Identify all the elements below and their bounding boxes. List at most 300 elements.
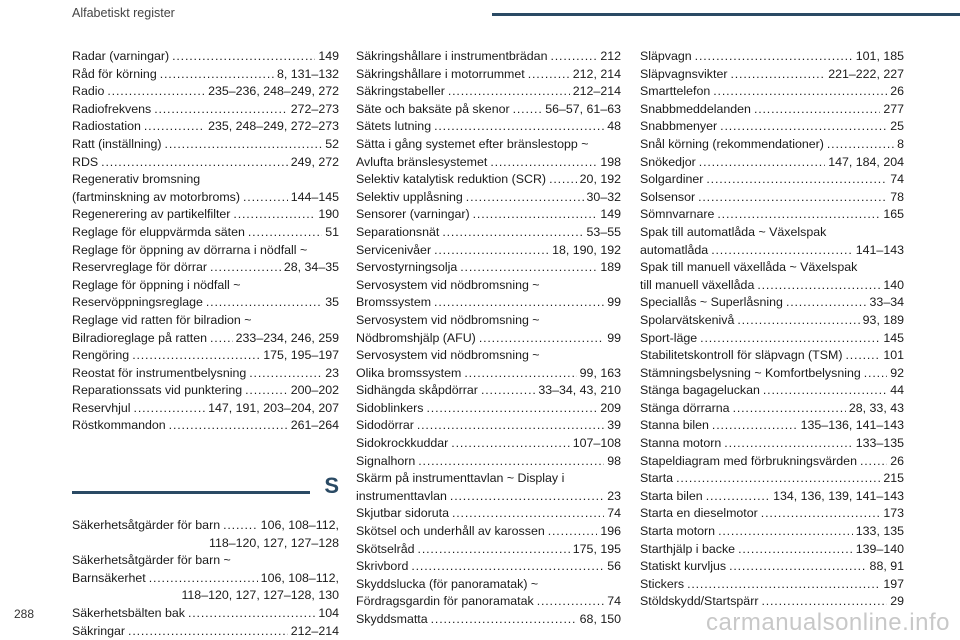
index-entry-term: Reglage vid ratten för bilradion ~ (72, 312, 252, 327)
leader-dots (513, 101, 543, 119)
section-header-s (72, 465, 339, 517)
leader-dots (864, 365, 887, 383)
leader-dots (724, 435, 852, 453)
leader-dots (431, 611, 577, 629)
index-entry (640, 277, 904, 295)
index-entry-term: Stanna motorn (640, 436, 722, 451)
index-entry-term: Sidodörrar (356, 418, 414, 433)
index-entry-term: Solgardiner (640, 172, 704, 187)
index-entry-term: Skyddslucka (för panoramatak) ~ (356, 576, 539, 591)
index-entry (72, 517, 339, 535)
index-entry-pages: 133, 135 (855, 524, 904, 539)
index-entry (72, 347, 339, 365)
index-entry (640, 558, 904, 576)
index-entry-term: Stänga dörrarna (640, 400, 730, 415)
index-entry-pages: 74 (890, 172, 904, 187)
index-entry-pages: 29 (890, 594, 904, 609)
leader-dots (706, 488, 770, 506)
index-entry-term: Reglage för eluppvärmda säten (72, 224, 245, 239)
index-entry (356, 154, 621, 172)
leader-dots (466, 189, 584, 207)
index-entry-pages: 74 (607, 594, 621, 609)
index-entry-pages: 118–120, 127, 127–128 (209, 535, 339, 550)
leader-dots (761, 505, 881, 523)
index-entry (640, 453, 904, 471)
index-entry-pages: 212, 214 (572, 66, 621, 81)
index-entry-term: Starta (640, 471, 674, 486)
index-entry (640, 171, 904, 189)
index-entry-pages: 23 (607, 488, 621, 503)
index-entry (640, 312, 904, 330)
index-entry-pages: 18, 190, 192 (552, 242, 621, 257)
index-entry-pages: 26 (890, 453, 904, 468)
index-entry (72, 400, 339, 418)
index-entry-term: Reservöppningsreglage (72, 295, 203, 310)
index-column-1 (72, 48, 339, 640)
index-entry (356, 277, 621, 295)
index-entry (356, 312, 621, 330)
index-entry-pages: 98 (607, 453, 621, 468)
index-entry-term: Avlufta bränslesystemet (356, 154, 488, 169)
leader-dots (479, 330, 604, 348)
section-letter: S (324, 473, 339, 499)
leader-dots (107, 83, 205, 101)
leader-dots (528, 66, 570, 84)
index-entry (640, 136, 904, 154)
index-entry-pages: 145 (883, 330, 904, 345)
index-entry-pages: 53–55 (586, 224, 621, 239)
index-entry-term: Nödbromshjälp (AFU) (356, 330, 476, 345)
index-entry-term: Snabbmenyer (640, 119, 718, 134)
index-entry-term: Snökedjor (640, 154, 696, 169)
index-entry-term: Servostyrningsolja (356, 260, 458, 275)
index-entry-pages: 189 (600, 260, 621, 275)
index-entry-term: Sport-läge (640, 330, 698, 345)
index-entry (640, 206, 904, 224)
index-entry-term: Regenerering av partikelfilter (72, 207, 231, 222)
index-entry-term: Säkringshållare i instrumentbrädan (356, 49, 548, 63)
index-entry-term: Selektiv katalytisk reduktion (SCR) (356, 172, 547, 187)
leader-dots (537, 593, 605, 611)
leader-dots (154, 101, 288, 119)
index-entry-pages: 233–234, 246, 259 (235, 330, 339, 345)
leader-dots (718, 523, 853, 541)
leader-dots (451, 435, 569, 453)
index-entry (356, 417, 621, 435)
index-entry (72, 118, 339, 136)
index-entry-term: Servosystem vid nödbromsning ~ (356, 348, 540, 363)
leader-dots (442, 224, 583, 242)
leader-dots (427, 400, 598, 418)
leader-dots (172, 48, 315, 66)
index-entry-pages: 212 (600, 49, 621, 63)
index-entry (640, 505, 904, 523)
leader-dots (101, 154, 288, 172)
index-entry (640, 66, 904, 84)
index-entry-pages: 141–143 (855, 242, 904, 257)
index-column-2 (356, 48, 621, 629)
index-entry (640, 541, 904, 559)
index-entry (356, 347, 621, 365)
index-entry-pages: 28, 34–35 (283, 260, 339, 275)
leader-dots (860, 453, 887, 471)
index-entry-term: Säkerhetsåtgärder för barn (72, 518, 221, 533)
leader-dots (233, 206, 315, 224)
index-entry-pages: 196 (600, 524, 621, 539)
index-entry-pages: 149 (318, 49, 339, 63)
index-entry-pages: 272–273 (290, 101, 339, 116)
index-entry-pages: 118–120, 127, 127–128, 130 (181, 588, 339, 603)
index-entry-pages: 35 (325, 295, 339, 310)
index-entry (640, 382, 904, 400)
index-entry-pages: 28, 33, 43 (848, 400, 904, 415)
index-entry (72, 101, 339, 119)
index-entry-pages: 51 (325, 224, 339, 239)
index-entry-pages: 139–140 (855, 541, 904, 556)
index-entry-term: Släpvagn (640, 49, 692, 63)
leader-dots (738, 541, 853, 559)
index-entry-term: Reparationssats vid punktering (72, 383, 243, 398)
index-entry (72, 277, 339, 295)
index-entry (356, 83, 621, 101)
leader-dots (706, 171, 887, 189)
leader-dots (473, 206, 598, 224)
leader-dots (676, 470, 880, 488)
index-entry-term: Stabilitetskontroll för släpvagn (TSM) (640, 348, 843, 363)
index-entry (72, 294, 339, 312)
index-entry-term: Reglage för öppning av dörrarna i nödfall ~ (72, 242, 308, 257)
index-entry-pages: 26 (890, 84, 904, 99)
index-entry-term: Radiostation (72, 119, 141, 134)
index-entry (72, 242, 339, 260)
index-entry-term: Radiofrekvens (72, 101, 152, 116)
header-accent-bar (492, 13, 960, 16)
index-entry-pages: 235, 248–249, 272–273 (208, 119, 339, 134)
leader-dots (210, 259, 281, 277)
index-entry (356, 259, 621, 277)
index-entry-term: Bromssystem (356, 295, 432, 310)
leader-dots (757, 277, 880, 295)
index-entry-term: Spak till automatlåda ~ Växelspak (640, 224, 827, 239)
index-entry-term: Servicenivåer (356, 242, 432, 257)
index-entry-pages: 56 (607, 559, 621, 574)
index-entry-pages: 101 (883, 348, 904, 363)
index-entry-term: Snabbmeddelanden (640, 101, 751, 116)
index-entry-pages: 200–202 (290, 383, 339, 398)
index-entry-pages: 104 (318, 606, 339, 621)
index-entry-term: Stänga bagageluckan (640, 383, 760, 398)
index-entry-term: Sidoblinkers (356, 400, 424, 415)
index-entry (640, 118, 904, 136)
index-entry-term: Sömnvarnare (640, 207, 715, 222)
index-entry (72, 605, 339, 623)
index-entry-pages: 39 (607, 418, 621, 433)
index-entry (356, 593, 621, 611)
index-entry-pages: 88, 91 (869, 559, 904, 574)
index-entry-pages: 197 (883, 576, 904, 591)
leader-dots (411, 558, 604, 576)
index-entry-pages: 25 (890, 119, 904, 134)
index-entry-term: Röstkommandon (72, 418, 166, 433)
index-entry (72, 382, 339, 400)
index-entry-term: Sensorer (varningar) (356, 207, 470, 222)
index-entry-pages: 106, 108–112, (260, 570, 339, 585)
leader-dots (169, 417, 288, 435)
leader-dots (713, 83, 887, 101)
index-entry-pages: 99 (607, 330, 621, 345)
index-entry-term: Selektiv upplåsning (356, 189, 463, 204)
index-entry (640, 48, 904, 66)
index-entry-pages: 93, 189 (862, 312, 904, 327)
leader-dots (249, 365, 322, 383)
leader-dots (827, 136, 894, 154)
leader-dots (144, 118, 205, 136)
leader-dots (730, 66, 825, 84)
index-entry (356, 365, 621, 383)
leader-dots (434, 294, 604, 312)
leader-dots (243, 189, 288, 207)
index-entry-pages: 99, 163 (579, 365, 621, 380)
index-entry-pages: 175, 195 (572, 541, 621, 556)
index-entry (356, 488, 621, 506)
index-entry-pages: 149 (600, 207, 621, 222)
index-entry-pages: 190 (318, 207, 339, 222)
index-entry-pages: 56–57, 61–63 (545, 101, 621, 116)
index-entry (72, 66, 339, 84)
index-entry-pages: 209 (600, 400, 621, 415)
index-entry-term: Radar (varningar) (72, 49, 170, 63)
leader-dots (695, 48, 853, 66)
index-entry (640, 259, 904, 277)
watermark: carmanualsonline.info (706, 609, 950, 636)
index-entry (356, 189, 621, 207)
index-entry-term: Säkringstabeller (356, 84, 445, 99)
index-entry-pages: 133–135 (855, 436, 904, 451)
index-entry (640, 435, 904, 453)
index-entry-pages: 140 (883, 277, 904, 292)
index-entry (72, 48, 339, 66)
index-entry-pages: 52 (325, 136, 339, 151)
leader-dots (687, 576, 880, 594)
leader-dots (711, 242, 853, 260)
index-entry (356, 48, 621, 66)
index-entry (356, 136, 621, 154)
index-entry (356, 453, 621, 471)
index-entry-term: Sidokrockkuddar (356, 436, 449, 451)
header-title: Alfabetiskt register (72, 6, 175, 20)
index-entry-term: Statiskt kurvljus (640, 559, 727, 574)
index-entry-pages: 78 (890, 189, 904, 204)
index-entry (356, 242, 621, 260)
index-entry-pages: 249, 272 (290, 154, 339, 169)
section-divider (72, 491, 310, 494)
leader-dots (434, 242, 549, 260)
index-entry (640, 330, 904, 348)
index-entry-term: Skrivbord (356, 559, 409, 574)
leader-dots (210, 330, 233, 348)
index-entry (640, 224, 904, 242)
index-entry-term: Råd för körning (72, 66, 157, 81)
index-entry (72, 171, 339, 189)
index-entry-term: Säkringar (72, 623, 126, 638)
index-entry (640, 189, 904, 207)
index-entry-term: Fördragsgardin för panoramatak (356, 594, 534, 609)
index-entry (72, 417, 339, 435)
index-entry (356, 435, 621, 453)
index-entry-term: Reostat för instrumentbelysning (72, 365, 247, 380)
index-entry-pages: 212–214 (290, 623, 339, 638)
index-entry-term: Skyddsmatta (356, 612, 428, 626)
index-entry-pages: 147, 191, 203–204, 207 (208, 400, 339, 415)
index-entry-pages: 144–145 (290, 189, 339, 204)
leader-dots (160, 66, 274, 84)
leader-dots (754, 101, 880, 119)
index-entry-pages: 33–34 (869, 295, 904, 310)
leader-dots (481, 382, 535, 400)
index-entry (72, 623, 339, 640)
index-entry-pages: 221–222, 227 (828, 66, 904, 81)
index-entry (640, 83, 904, 101)
index-entry (640, 470, 904, 488)
index-entry-term: Säkerhetsbälten bak (72, 606, 185, 621)
index-entry-pages: 30–32 (586, 189, 621, 204)
index-entry-pages: 68, 150 (579, 612, 621, 626)
index-entry-term: Smarttelefon (640, 84, 711, 99)
leader-dots (733, 400, 846, 418)
leader-dots (490, 154, 597, 172)
leader-dots (712, 417, 798, 435)
index-entry-term: Säkerhetsåtgärder för barn ~ (72, 553, 231, 568)
index-entry (72, 83, 339, 101)
index-entry-term: Stämningsbelysning ~ Komfortbelysning (640, 365, 861, 380)
index-entry-term: Regenerativ bromsning (72, 172, 201, 187)
leader-dots (464, 365, 576, 383)
index-entry-pages: 135–136, 141–143 (800, 418, 904, 433)
leader-dots (699, 154, 825, 172)
index-entry-pages: 173 (883, 506, 904, 521)
index-entry (640, 347, 904, 365)
index-entry-term: automatlåda (640, 242, 709, 257)
index-entry (356, 541, 621, 559)
index-entry-term: Sätets lutning (356, 119, 432, 134)
index-entry (72, 552, 339, 570)
index-group-r (72, 48, 339, 435)
leader-dots (417, 417, 604, 435)
index-entry-term: Skötsel och underhåll av karossen (356, 524, 545, 539)
index-group-s (72, 517, 339, 640)
leader-dots (845, 347, 880, 365)
leader-dots (720, 118, 887, 136)
index-entry-term: Stöldskydd/Startspärr (640, 594, 759, 609)
leader-dots (452, 505, 604, 523)
leader-dots (165, 136, 323, 154)
index-entry-term: Reglage för öppning i nödfall ~ (72, 277, 241, 292)
index-entry-pages: 165 (883, 207, 904, 222)
index-entry (356, 611, 621, 629)
index-entry-term: Säte och baksäte på skenor (356, 101, 510, 116)
leader-dots (418, 453, 604, 471)
index-entry-pages: 175, 195–197 (263, 348, 339, 363)
index-entry-term: Solsensor (640, 189, 696, 204)
leader-dots (549, 171, 577, 189)
leader-dots (418, 541, 570, 559)
index-entry-pages: 23 (325, 365, 339, 380)
index-entry-term: Barnsäkerhet (72, 570, 146, 585)
leader-dots (188, 605, 315, 623)
index-entry-pages: 212–214 (572, 84, 621, 99)
index-entry-pages: 147, 184, 204 (828, 154, 904, 169)
index-entry (356, 382, 621, 400)
index-entry-term: Reservhjul (72, 400, 131, 415)
index-entry (72, 189, 339, 207)
index-entry (356, 294, 621, 312)
index-entry (640, 365, 904, 383)
index-entry-term: Rengöring (72, 348, 130, 363)
index-entry-pages: 235–236, 248–249, 272 (208, 84, 339, 99)
leader-dots (128, 623, 288, 640)
index-entry-term: Spolarvätskenivå (640, 312, 735, 327)
leader-dots (737, 312, 859, 330)
index-entry-term: Starta motorn (640, 524, 716, 539)
index-entry-pages: 99 (607, 295, 621, 310)
index-entry (356, 576, 621, 594)
index-entry (640, 154, 904, 172)
index-entry (356, 558, 621, 576)
index-entry-term: (fartminskning av motorbroms) (72, 189, 241, 204)
index-entry-term: Radio (72, 84, 105, 99)
index-entry (640, 101, 904, 119)
index-entry (72, 312, 339, 330)
leader-dots (700, 330, 880, 348)
index-entry (356, 330, 621, 348)
index-entry-pages: 20, 192 (579, 172, 621, 187)
leader-dots (245, 382, 288, 400)
index-entry-term: Bilradioreglage på ratten (72, 330, 208, 345)
index-entry-pages: 198 (600, 154, 621, 169)
index-entry (356, 470, 621, 488)
index-entry (72, 535, 339, 553)
leader-dots (223, 517, 258, 535)
index-entry-pages: 101, 185 (855, 49, 904, 63)
leader-dots (132, 347, 260, 365)
index-entry-pages: 8, 131–132 (276, 66, 339, 81)
index-entry (356, 118, 621, 136)
index-entry (640, 576, 904, 594)
index-entry-term: till manuell växellåda (640, 277, 755, 292)
leader-dots (206, 294, 322, 312)
index-entry-pages: 92 (890, 365, 904, 380)
index-entry-term: Skötselråd (356, 541, 415, 556)
index-entry (640, 294, 904, 312)
leader-dots (149, 570, 258, 588)
leader-dots (248, 224, 322, 242)
index-entry (640, 400, 904, 418)
leader-dots (450, 488, 604, 506)
index-entry-term: Servosystem vid nödbromsning ~ (356, 312, 540, 327)
index-entry-term: Stickers (640, 576, 685, 591)
leader-dots (548, 523, 598, 541)
index-entry (356, 101, 621, 119)
index-entry-term: Snål körning (rekommendationer) (640, 136, 824, 151)
index-entry (640, 417, 904, 435)
index-entry-term: Skjutbar sidoruta (356, 506, 449, 521)
index-entry-pages: 48 (607, 119, 621, 134)
index-entry-pages: 277 (883, 101, 904, 116)
leader-dots (763, 382, 887, 400)
index-entry (356, 171, 621, 189)
index-entry (640, 523, 904, 541)
index-entry-term: Spak till manuell växellåda ~ Växelspak (640, 260, 858, 275)
